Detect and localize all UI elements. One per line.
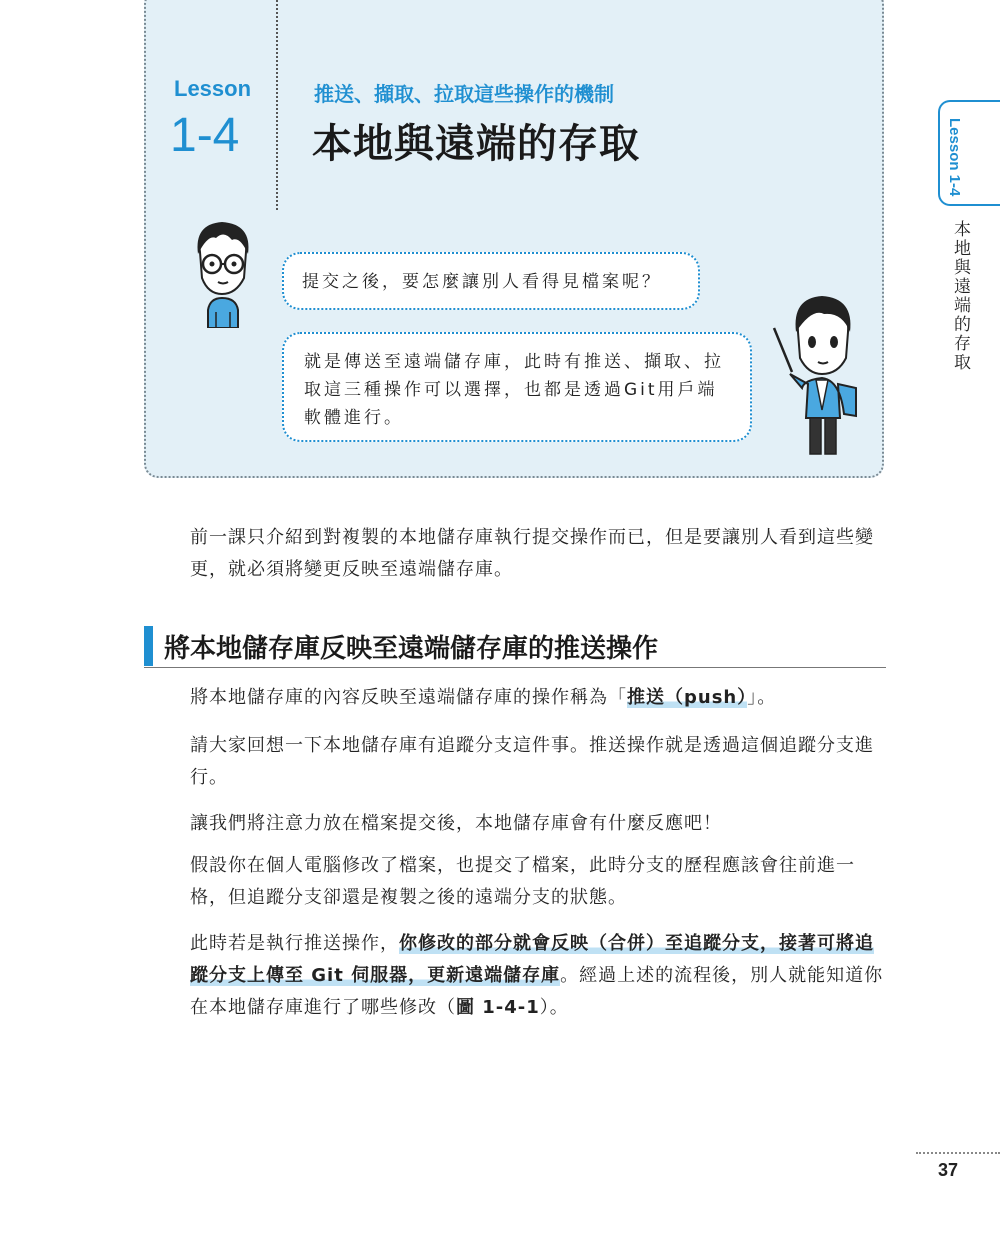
- paragraph-push-flow: [190, 928, 890, 1024]
- paragraph-text: 將本地儲存庫的內容反映至遠端儲存庫的操作稱為「: [190, 687, 627, 708]
- teacher-character-illustration: [768, 292, 872, 456]
- lesson-number: 1-4: [170, 109, 240, 162]
- paragraph-text: 」。: [747, 687, 777, 708]
- highlight-push-term: 推送（push）: [627, 687, 748, 708]
- section-underline: [144, 667, 886, 668]
- paragraph-attention: 讓我們將注意力放在檔案提交後，本地儲存庫會有什麼反應吧！: [190, 813, 722, 834]
- answer-text: 就是傳送至遠端儲存庫，此時有推送、擷取、拉取這三種操作可以選擇，也都是透過Git用戶端軟體進行。: [304, 352, 724, 428]
- intro-paragraph: 前一課只介紹到對複製的本地儲存庫執行提交操作而已，但是要讓別人看到這些變更，就必須將變更反映至遠端儲存庫。: [190, 527, 874, 580]
- paragraph-history: 假設你在個人電腦修改了檔案，也提交了檔案，此時分支的歷程應該會往前進一格，但追蹤分支卻還是複製之後的遠端分支的狀態。: [190, 855, 855, 908]
- lesson-subtitle: 推送、擷取、拉取這些操作的機制: [314, 82, 614, 106]
- header-divider: [276, 0, 278, 210]
- highlight-push-flow: 你修改的部分就會反映（合併）至追蹤分支，接著可將追蹤分支上傳至 Git 伺服器，更新遠端儲存庫: [190, 933, 874, 986]
- side-lesson-label: Lesson 1-4: [946, 118, 963, 197]
- paragraph-tracking-branch: 請大家回想一下本地儲存庫有追蹤分支這件事。推送操作就是透過這個追蹤分支進行。: [190, 735, 874, 788]
- lesson-label: Lesson: [174, 76, 252, 101]
- side-running-title: 本地與遠端的存取: [950, 220, 970, 372]
- question-text: 提交之後，要怎麼讓別人看得見檔案呢？: [302, 272, 662, 292]
- page-number: 37: [938, 1160, 959, 1180]
- page-number-divider: [916, 1152, 1000, 1154]
- answer-speech-bubble: [282, 332, 752, 442]
- paragraph-push-definition: [190, 682, 890, 714]
- section-accent-bar: [144, 626, 153, 666]
- paragraph-text: 。經過上述的流程後，別人就能知道你在本地儲存庫進行了哪些修改（: [190, 965, 884, 1018]
- figure-reference: 圖 1-4-1: [456, 997, 540, 1018]
- question-speech-bubble: [282, 252, 700, 310]
- section-heading: 將本地儲存庫反映至遠端儲存庫的推送操作: [164, 634, 659, 664]
- paragraph-text: ）。: [539, 997, 569, 1018]
- lesson-title: 本地與遠端的存取: [312, 121, 640, 167]
- student-character-illustration: [180, 218, 266, 328]
- paragraph-text: 此時若是執行推送操作，: [190, 933, 399, 954]
